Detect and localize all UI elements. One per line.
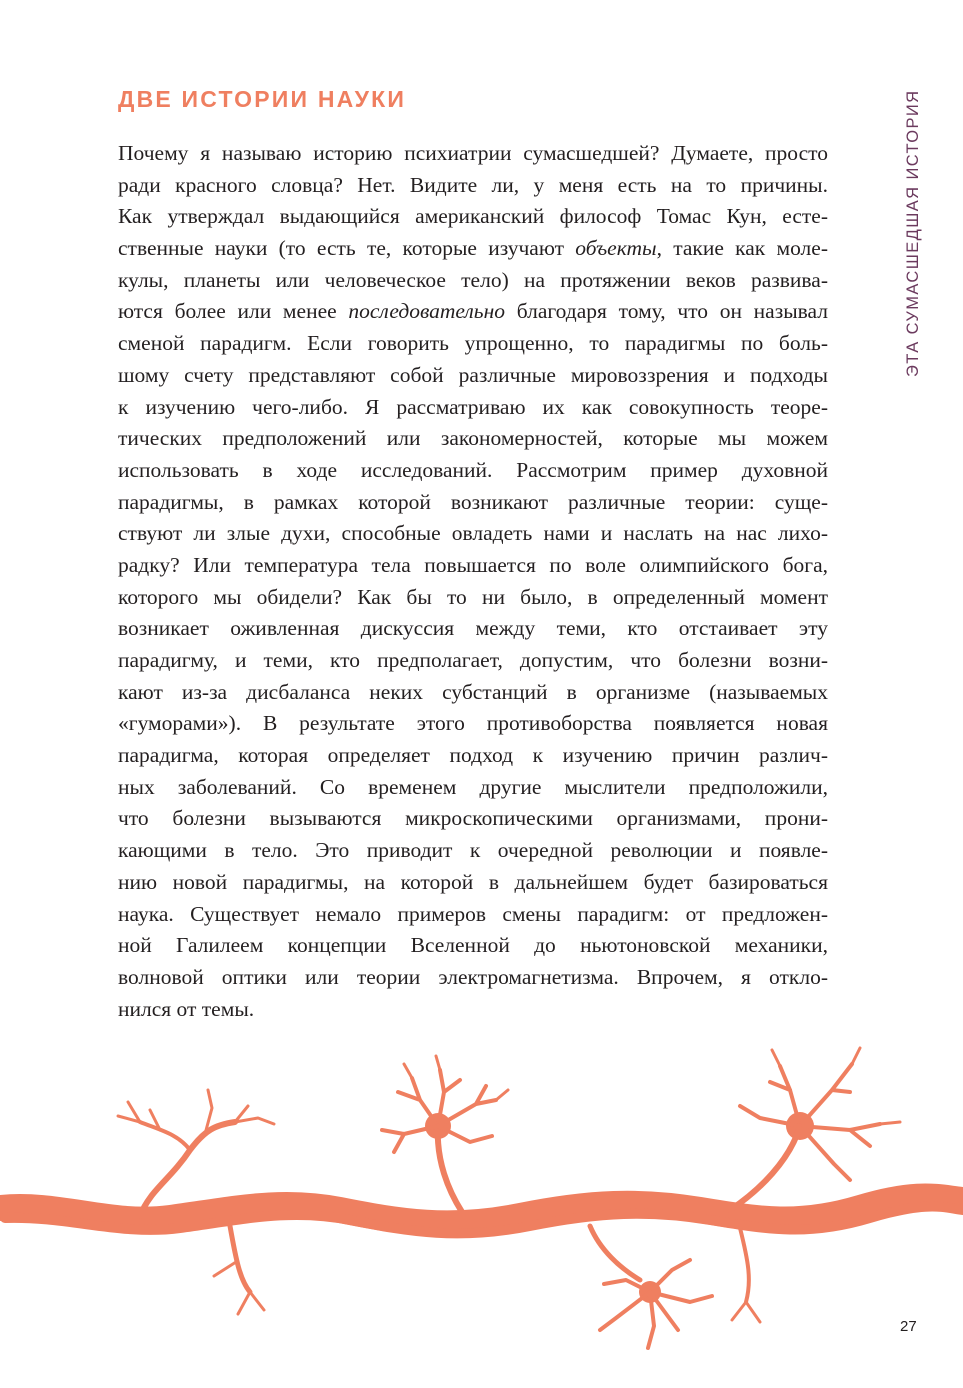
text-segment: парадигма, которая определяет подход к изучению причин различ- [118, 743, 828, 768]
text-segment: ствуют ли злые духи, способные овладеть нами и наслать на нас лихо- [118, 521, 828, 546]
text-segment: ной Галилеем концепции Вселенной до ньютоновской механики, [118, 933, 828, 958]
emphasis-text: объекты [575, 236, 657, 261]
text-line [118, 423, 828, 455]
text-line [118, 613, 828, 645]
text-line [118, 265, 828, 297]
text-segment: «гуморами»). В результате этого противоборства появляется новая [118, 711, 828, 736]
text-segment: ственные науки (то есть те, которые изучают [118, 236, 576, 261]
text-line [118, 550, 828, 582]
text-line [118, 201, 828, 233]
text-segment: что болезни вызываются микроскопическими организмами, прони- [118, 806, 828, 831]
text-segment: Как утверждал выдающийся американский философ Томас Кун, есте- [118, 204, 828, 229]
text-line [118, 645, 828, 677]
text-segment: сменой парадигм. Если говорить упрощенно, то парадигмы по боль- [118, 331, 828, 356]
text-line [118, 677, 828, 709]
text-line [118, 740, 828, 772]
text-line [118, 994, 828, 1026]
text-segment: нился от темы. [118, 996, 255, 1021]
neuron-3 [600, 1260, 712, 1348]
text-line [118, 930, 828, 962]
text-segment: шому счету представляют собой различные мировоззрения и подходы [118, 362, 828, 387]
text-segment: возникает оживленная дискуссия между теми, кто отстаивает эту [118, 616, 828, 641]
emphasis-text: последовательно [348, 299, 506, 324]
text-line [118, 962, 828, 994]
text-segment: ных заболеваний. Со временем другие мыслители предположили, [118, 774, 828, 799]
text-line [118, 899, 828, 931]
page-number: 27 [900, 1318, 917, 1335]
text-line [118, 835, 828, 867]
neuron-2 [730, 1048, 900, 1210]
text-segment: Почему я называю историю психиатрии сумасшедшей? Думаете, просто [118, 141, 828, 165]
text-line [118, 296, 828, 328]
text-segment: использовать в ходе исследований. Рассмотрим пример духовной [118, 457, 828, 482]
text-segment: кают из-за дисбаланса неких субстанций в организме (называемых [118, 679, 828, 704]
text-line [118, 487, 828, 519]
section-heading: ДВЕ ИСТОРИИ НАУКИ [118, 86, 407, 112]
text-line [118, 392, 828, 424]
text-line [118, 582, 828, 614]
text-segment: парадигму, и теми, кто предполагает, допустим, что болезни возни- [118, 648, 828, 672]
text-segment: , такие как моле- [656, 236, 828, 261]
text-line [118, 360, 828, 392]
text-segment: кулы, планеты или человеческое тело) на протяжении веков развива- [118, 267, 828, 292]
neuron-1 [382, 1056, 508, 1212]
text-segment: ются более или менее [118, 299, 349, 324]
text-segment: нию новой парадигмы, на которой в дальнейшем будет базироваться [118, 869, 828, 894]
lower-dendrite-3 [740, 1228, 749, 1302]
lower-dendrite-1 [230, 1226, 250, 1292]
text-segment: к изучению чего-либо. Я рассматриваю их как совокупность теоре- [118, 394, 828, 419]
text-segment: благодаря тому, что он называл [505, 299, 828, 324]
text-segment: кающими в тело. Это приводит к очередной революции и появле- [118, 838, 828, 863]
text-segment: которого мы обидели? Как бы то ни было, в определенный момент [118, 584, 828, 609]
text-segment: радку? Или температура тела повышается по воле олимпийского бога, [118, 552, 828, 577]
text-line [118, 708, 828, 740]
text-line [118, 867, 828, 899]
text-line [118, 138, 828, 170]
text-line [118, 233, 828, 265]
text-segment: ради красного словца? Нет. Видите ли, у меня есть на то причины. [118, 172, 828, 197]
text-line [118, 455, 828, 487]
text-line [118, 518, 828, 550]
text-segment: тических предположений или закономерностей, которые мы можем [118, 426, 828, 451]
text-segment: парадигмы, в рамках которой возникают различные теории: суще- [118, 489, 828, 514]
text-line [118, 170, 828, 202]
neuron-illustration [0, 1030, 963, 1360]
lower-dendrite-2 [590, 1226, 640, 1280]
text-line [118, 803, 828, 835]
body-paragraph [118, 138, 828, 1025]
text-segment: волновой оптики или теории электромагнетизма. Впрочем, я откло- [118, 964, 828, 989]
text-line [118, 772, 828, 804]
text-segment: наука. Существует немало примеров смены парадигм: от предложен- [118, 901, 828, 926]
running-head: ЭТА СУМАСШЕДШАЯ ИСТОРИЯ [904, 90, 922, 378]
text-line [118, 328, 828, 360]
